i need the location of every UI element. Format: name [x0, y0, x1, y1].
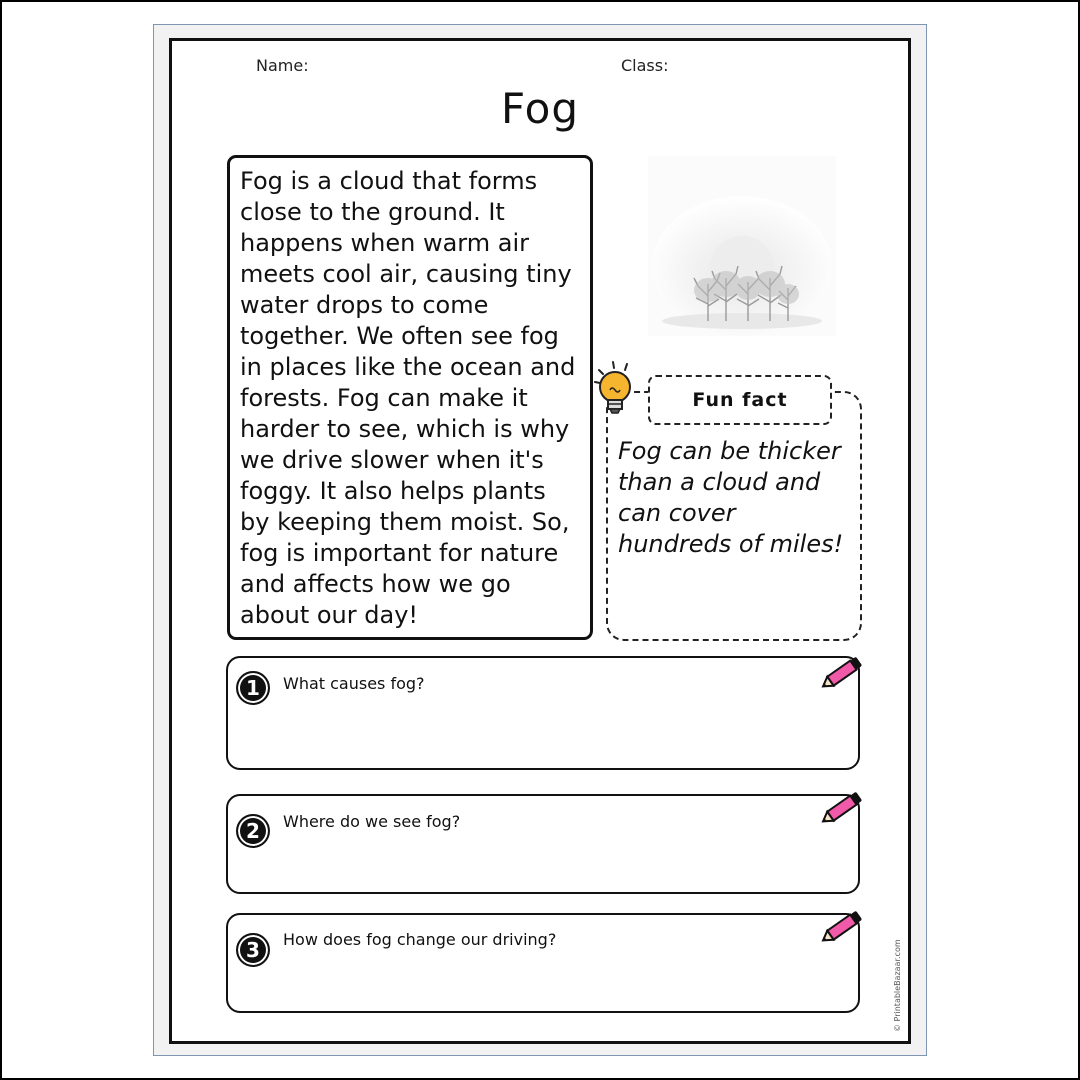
pencil-icon	[818, 904, 868, 950]
copyright-credit: © PrintableBazaar.com	[893, 939, 902, 1032]
name-label: Name:	[256, 56, 309, 75]
page-title: Fog	[500, 84, 580, 133]
lightbulb-icon	[593, 360, 639, 422]
question-box-3[interactable]	[226, 913, 860, 1013]
fun-fact-text: Fog can be thicker than a cloud and can cover hundreds of miles!	[618, 437, 844, 558]
fun-fact-label: Fun fact	[648, 375, 832, 425]
question-box-2[interactable]	[226, 794, 860, 894]
question-text-3: How does fog change our driving?	[283, 930, 557, 949]
question-number-2: 2	[236, 814, 270, 848]
question-text-2: Where do we see fog?	[283, 812, 461, 831]
pencil-icon	[818, 785, 868, 831]
question-text-1: What causes fog?	[283, 674, 425, 693]
pencil-icon	[818, 650, 868, 696]
class-label: Class:	[621, 56, 669, 75]
reading-passage: Fog is a cloud that forms close to the ground. It happens when warm air meets cool air, causing tiny water drops to come together. We often see fog in places like the ocean and forests. Fog can make it harder to see, which is why we drive slower when it's foggy. It also helps plants by keeping them moist. So, fog is important for nature and affects how we go about our day!	[227, 155, 593, 640]
question-number-3: 3	[236, 933, 270, 967]
fog-trees-illustration	[648, 156, 836, 336]
question-number-1: 1	[236, 671, 270, 705]
